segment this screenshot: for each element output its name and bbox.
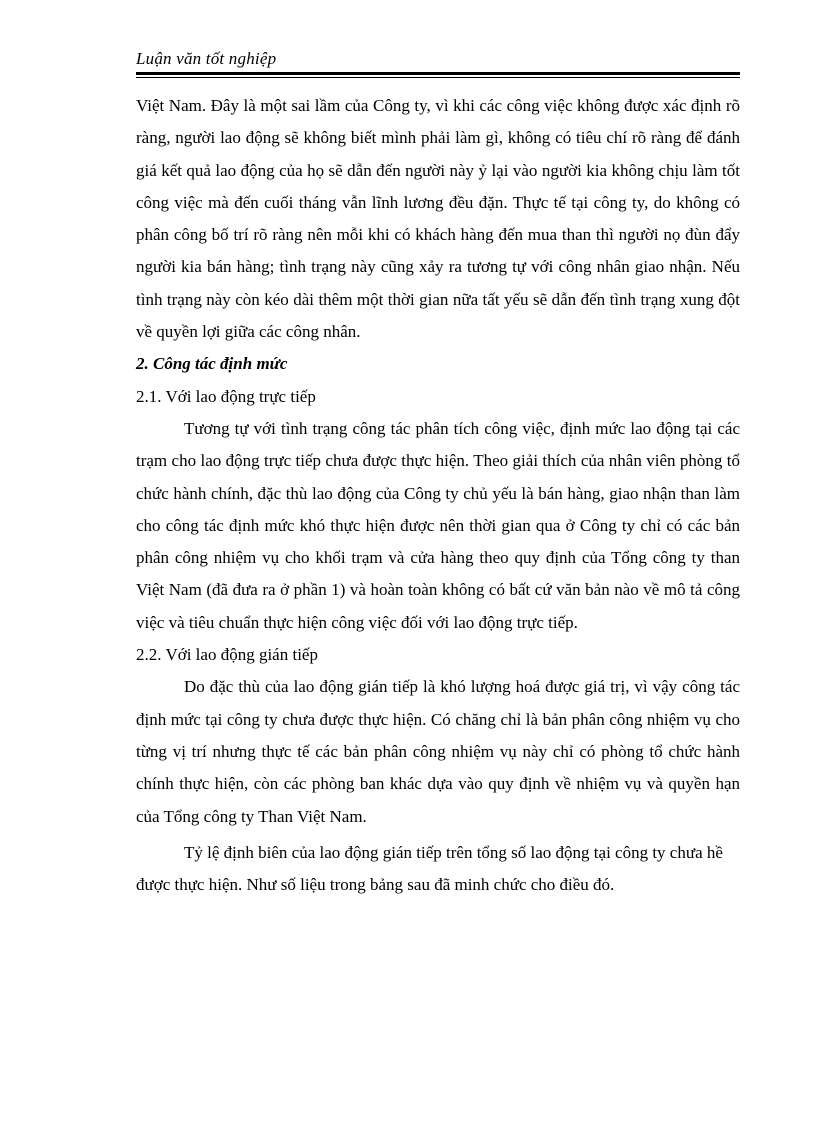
- document-body: [136, 90, 740, 901]
- header-title: Luận văn tốt nghiệp: [136, 49, 277, 68]
- header-rule: [136, 72, 740, 78]
- page-header: [136, 49, 740, 78]
- paragraph-direct-labor: Tương tự với tình trạng công tác phân tích công việc, định mức lao động tại các trạm cho lao động trực tiếp chưa được thực hiện. Theo giải thích của nhân viên phòng tổ chức hành chính, đặc thù lao động của Công ty chủ yếu là bán hàng, giao nhận than làm cho công tác định mức khó thực hiện được nên thời gian qua ở Công ty chỉ có các bản phân công nhiệm vụ cho khối trạm và cửa hàng theo quy định của Tổng công ty than Việt Nam (đã đưa ra ở phần 1) và hoàn toàn không có bất cứ văn bản nào về mô tả công việc và tiêu chuẩn thực hiện công việc đối với lao động trực tiếp.: [136, 418, 740, 632]
- paragraph-indirect-labor: Do đặc thù của lao động gián tiếp là khó lượng hoá được giá trị, vì vậy công tác định mức tại công ty chưa được thực hiện. Có chăng chỉ là bản phân công nhiệm vụ cho từng vị trí nhưng thực tế các bản phân công nhiệm vụ này chỉ có phòng tổ chức hành chính thực hiện, còn các phòng ban khác dựa vào quy định về nhiệm vụ và quyền hạn của Tổng công ty Than Việt Nam.: [136, 677, 740, 826]
- section-heading-2-1: 2.1. Với lao động trực tiếp: [136, 386, 316, 406]
- paragraph-continuation: Việt Nam. Đây là một sai lầm của Công ty, vì khi các công việc không được xác định rõ ràng, người lao động sẽ không biết mình phải làm gì, không có tiêu chí rõ ràng để đánh giá kết quả lao động của họ sẽ dẫn đến người này ỷ lại vào người kia không chịu làm tốt công việc mà đến cuối tháng vẫn lĩnh lương đều đặn. Thực tế tại công ty, do không có phân công bố trí rõ ràng nên mỗi khi có khách hàng đến mua than thì người nọ đùn đẩy người kia bán hàng; tình trạng này cũng xảy ra tương tự với công nhân giao nhận. Nếu tình trạng này còn kéo dài thêm một thời gian nữa tất yếu sẽ dẫn đến tình trạng xung đột về quyền lợi giữa các công nhân.: [136, 96, 740, 342]
- section-heading-2: 2. Công tác định mức: [136, 354, 288, 374]
- section-heading-2-2: 2.2. Với lao động gián tiếp: [136, 645, 318, 665]
- paragraph-staffing-ratio: Tỷ lệ định biên của lao động gián tiếp trên tổng số lao động tại công ty chưa hề được thực hiện. Như số liệu trong bảng sau đã minh chức cho điều đó.: [136, 842, 723, 895]
